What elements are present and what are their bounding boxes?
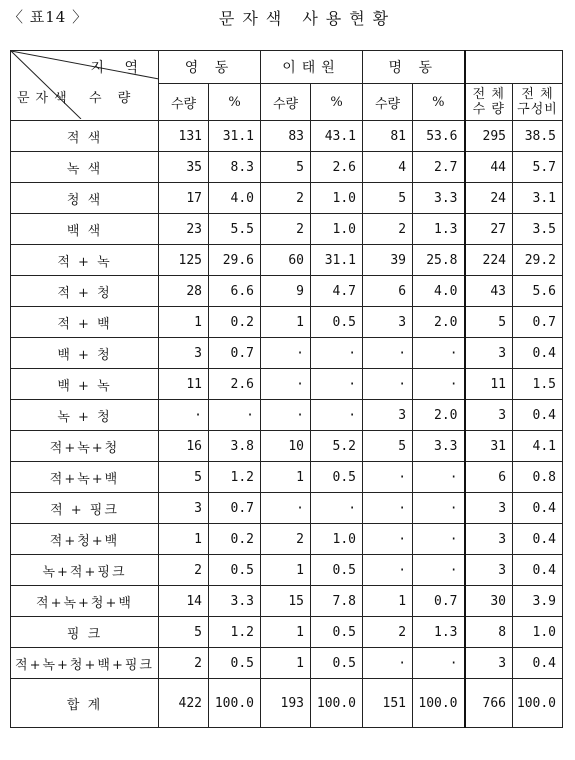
quantity-cell: 9 — [261, 276, 311, 307]
quantity-cell: 193 — [261, 679, 311, 728]
percent-cell: 38.5 — [513, 121, 563, 152]
quantity-cell: 3 — [465, 524, 513, 555]
total-pct-line1: 전 체 — [521, 87, 554, 102]
percent-cell: 4.0 — [413, 276, 465, 307]
percent-cell: 2.7 — [413, 152, 465, 183]
quantity-cell: 44 — [465, 152, 513, 183]
percent-cell: 2.0 — [413, 400, 465, 431]
quantity-cell: 1 — [261, 555, 311, 586]
table-row — [11, 245, 563, 276]
percent-cell: 1.0 — [311, 214, 363, 245]
row-label: 적+녹+청+백+핑크 — [11, 648, 159, 679]
quantity-cell: 3 — [159, 338, 209, 369]
percent-cell: 1.0 — [513, 617, 563, 648]
quantity-cell: 3 — [465, 338, 513, 369]
total-qty-line2: 수 량 — [472, 102, 505, 117]
row-label: 적+녹+백 — [11, 462, 159, 493]
quantity-cell: 2 — [261, 524, 311, 555]
percent-cell: 0.5 — [311, 555, 363, 586]
row-label: 적 색 — [11, 121, 159, 152]
quantity-cell: 131 — [159, 121, 209, 152]
percent-cell: 0.5 — [311, 462, 363, 493]
quantity-cell: 422 — [159, 679, 209, 728]
percent-cell: 0.7 — [209, 493, 261, 524]
percent-cell: 1.3 — [413, 214, 465, 245]
corner-header-cell — [11, 51, 159, 121]
quantity-cell: 5 — [159, 462, 209, 493]
percent-cell: 29.6 — [209, 245, 261, 276]
color-usage-table — [10, 50, 563, 728]
percent-cell: 3.3 — [413, 183, 465, 214]
quantity-cell: 81 — [363, 121, 413, 152]
quantity-cell: 11 — [465, 369, 513, 400]
quantity-cell: 1 — [261, 648, 311, 679]
row-label: 합 계 — [11, 679, 159, 728]
quantity-cell: 2 — [159, 555, 209, 586]
percent-cell: 0.5 — [209, 648, 261, 679]
percent-cell: 0.5 — [311, 648, 363, 679]
quantity-cell: 2 — [363, 214, 413, 245]
quantity-cell: · — [261, 400, 311, 431]
quantity-cell: 31 — [465, 431, 513, 462]
percent-cell: 1.3 — [413, 617, 465, 648]
table-row — [11, 431, 563, 462]
row-label: 백 색 — [11, 214, 159, 245]
table-caption: 〈 표14 〉 — [8, 8, 89, 26]
total-qty-line1: 전 체 — [472, 87, 505, 102]
percent-cell: 0.7 — [209, 338, 261, 369]
percent-cell: 3.8 — [209, 431, 261, 462]
quantity-cell: 224 — [465, 245, 513, 276]
quantity-cell: 43 — [465, 276, 513, 307]
percent-cell: 100.0 — [209, 679, 261, 728]
quantity-cell: 5 — [363, 431, 413, 462]
row-label: 백 + 녹 — [11, 369, 159, 400]
percent-cell: · — [311, 338, 363, 369]
quantity-cell: 3 — [465, 648, 513, 679]
quantity-cell: 23 — [159, 214, 209, 245]
percent-cell: 4.0 — [209, 183, 261, 214]
row-label: 백 + 청 — [11, 338, 159, 369]
quantity-cell: 30 — [465, 586, 513, 617]
percent-cell: 2.6 — [311, 152, 363, 183]
percent-cell: 3.1 — [513, 183, 563, 214]
percent-cell: 5.5 — [209, 214, 261, 245]
subheader-total-pct — [513, 84, 563, 121]
percent-cell: 0.2 — [209, 307, 261, 338]
percent-cell: 1.2 — [209, 617, 261, 648]
percent-cell: 0.4 — [513, 400, 563, 431]
region-header-yeongdong: 영 동 — [159, 51, 261, 84]
table-row — [11, 462, 563, 493]
quantity-cell: 4 — [363, 152, 413, 183]
quantity-cell: 5 — [159, 617, 209, 648]
percent-cell: 43.1 — [311, 121, 363, 152]
percent-cell: 0.4 — [513, 338, 563, 369]
table-title: 문자색 사용현황 — [218, 9, 397, 28]
percent-cell: 3.5 — [513, 214, 563, 245]
subheader-pct: % — [209, 84, 261, 121]
percent-cell: 0.5 — [311, 307, 363, 338]
quantity-cell: 17 — [159, 183, 209, 214]
percent-cell: · — [209, 400, 261, 431]
quantity-cell: 15 — [261, 586, 311, 617]
quantity-cell: 1 — [261, 307, 311, 338]
quantity-cell: 1 — [159, 524, 209, 555]
quantity-cell: 2 — [261, 183, 311, 214]
percent-cell: 5.2 — [311, 431, 363, 462]
quantity-cell: 1 — [261, 617, 311, 648]
percent-cell: · — [311, 400, 363, 431]
percent-cell: · — [413, 338, 465, 369]
quantity-cell: · — [261, 369, 311, 400]
table-row — [11, 369, 563, 400]
table-row — [11, 307, 563, 338]
corner-quantity-label: 수 량 — [89, 91, 137, 106]
quantity-cell: 39 — [363, 245, 413, 276]
quantity-cell: · — [363, 369, 413, 400]
quantity-cell: 8 — [465, 617, 513, 648]
quantity-cell: 11 — [159, 369, 209, 400]
quantity-cell: 6 — [363, 276, 413, 307]
row-label: 녹+적+핑크 — [11, 555, 159, 586]
percent-cell: · — [413, 524, 465, 555]
table-row — [11, 276, 563, 307]
percent-cell: 3.9 — [513, 586, 563, 617]
region-header-itaewon: 이태원 — [261, 51, 363, 84]
quantity-cell: · — [261, 338, 311, 369]
quantity-cell: 3 — [465, 400, 513, 431]
percent-cell: 8.3 — [209, 152, 261, 183]
percent-cell: 100.0 — [311, 679, 363, 728]
corner-region-label: 지 역 — [90, 60, 146, 76]
quantity-cell: 1 — [159, 307, 209, 338]
table-row — [11, 617, 563, 648]
table-row — [11, 183, 563, 214]
percent-cell: 0.4 — [513, 493, 563, 524]
percent-cell: 0.8 — [513, 462, 563, 493]
table-row — [11, 152, 563, 183]
table-body — [11, 121, 563, 728]
subheader-pct: % — [413, 84, 465, 121]
percent-cell: 100.0 — [513, 679, 563, 728]
quantity-cell: · — [363, 524, 413, 555]
quantity-cell: 6 — [465, 462, 513, 493]
row-label: 녹 색 — [11, 152, 159, 183]
quantity-cell: 14 — [159, 586, 209, 617]
total-pct-line2: 구성비 — [517, 102, 558, 117]
quantity-cell: · — [363, 493, 413, 524]
quantity-cell: 3 — [465, 493, 513, 524]
percent-cell: 0.2 — [209, 524, 261, 555]
percent-cell: 3.3 — [413, 431, 465, 462]
percent-cell: · — [413, 555, 465, 586]
percent-cell: · — [413, 493, 465, 524]
quantity-cell: 2 — [159, 648, 209, 679]
percent-cell: 3.3 — [209, 586, 261, 617]
quantity-cell: 125 — [159, 245, 209, 276]
percent-cell: 0.7 — [413, 586, 465, 617]
percent-cell: 1.2 — [209, 462, 261, 493]
region-header-total — [465, 51, 563, 84]
percent-cell: 1.0 — [311, 183, 363, 214]
subheader-qty: 수량 — [261, 84, 311, 121]
subheader-pct: % — [311, 84, 363, 121]
quantity-cell: 5 — [363, 183, 413, 214]
quantity-cell: 295 — [465, 121, 513, 152]
percent-cell: 31.1 — [209, 121, 261, 152]
quantity-cell: 3 — [465, 555, 513, 586]
quantity-cell: 83 — [261, 121, 311, 152]
quantity-cell: 10 — [261, 431, 311, 462]
percent-cell: 100.0 — [413, 679, 465, 728]
quantity-cell: 5 — [465, 307, 513, 338]
table-row — [11, 648, 563, 679]
table-row — [11, 524, 563, 555]
table-row — [11, 400, 563, 431]
row-label: 적+녹+청+백 — [11, 586, 159, 617]
region-header-myeongdong: 명 동 — [363, 51, 465, 84]
row-label: 적+청+백 — [11, 524, 159, 555]
quantity-cell: · — [363, 462, 413, 493]
percent-cell: · — [311, 493, 363, 524]
percent-cell: 0.5 — [311, 617, 363, 648]
total-row — [11, 679, 563, 728]
percent-cell: 7.8 — [311, 586, 363, 617]
table-row — [11, 586, 563, 617]
quantity-cell: · — [363, 648, 413, 679]
row-label: 청 색 — [11, 183, 159, 214]
percent-cell: · — [311, 369, 363, 400]
percent-cell: 0.5 — [209, 555, 261, 586]
percent-cell: · — [413, 648, 465, 679]
row-label: 핑 크 — [11, 617, 159, 648]
percent-cell: 2.6 — [209, 369, 261, 400]
row-label: 적 + 백 — [11, 307, 159, 338]
percent-cell: 6.6 — [209, 276, 261, 307]
quantity-cell: · — [261, 493, 311, 524]
percent-cell: 0.4 — [513, 648, 563, 679]
percent-cell: 29.2 — [513, 245, 563, 276]
percent-cell: 31.1 — [311, 245, 363, 276]
subheader-total-qty — [465, 84, 513, 121]
percent-cell: 5.7 — [513, 152, 563, 183]
quantity-cell: 5 — [261, 152, 311, 183]
quantity-cell: 60 — [261, 245, 311, 276]
table-row — [11, 214, 563, 245]
table-row — [11, 493, 563, 524]
table-row — [11, 338, 563, 369]
quantity-cell: 766 — [465, 679, 513, 728]
percent-cell: 4.1 — [513, 431, 563, 462]
percent-cell: · — [413, 462, 465, 493]
percent-cell: 0.4 — [513, 555, 563, 586]
subheader-qty: 수량 — [159, 84, 209, 121]
percent-cell: 0.4 — [513, 524, 563, 555]
row-label: 녹 + 청 — [11, 400, 159, 431]
percent-cell: 4.7 — [311, 276, 363, 307]
percent-cell: 2.0 — [413, 307, 465, 338]
corner-color-label: 문자색 — [17, 91, 73, 106]
quantity-cell: 151 — [363, 679, 413, 728]
percent-cell: 5.6 — [513, 276, 563, 307]
percent-cell: 53.6 — [413, 121, 465, 152]
quantity-cell: · — [363, 555, 413, 586]
row-label: 적 + 녹 — [11, 245, 159, 276]
quantity-cell: 35 — [159, 152, 209, 183]
quantity-cell: 3 — [159, 493, 209, 524]
table-row — [11, 121, 563, 152]
quantity-cell: 16 — [159, 431, 209, 462]
quantity-cell: 27 — [465, 214, 513, 245]
percent-cell: 25.8 — [413, 245, 465, 276]
table-row — [11, 555, 563, 586]
quantity-cell: 24 — [465, 183, 513, 214]
percent-cell: 1.0 — [311, 524, 363, 555]
quantity-cell: 3 — [363, 307, 413, 338]
row-label: 적+녹+청 — [11, 431, 159, 462]
quantity-cell: 1 — [363, 586, 413, 617]
quantity-cell: 28 — [159, 276, 209, 307]
quantity-cell: · — [159, 400, 209, 431]
subheader-qty: 수량 — [363, 84, 413, 121]
row-label: 적 + 청 — [11, 276, 159, 307]
percent-cell: 1.5 — [513, 369, 563, 400]
quantity-cell: 2 — [261, 214, 311, 245]
quantity-cell: · — [363, 338, 413, 369]
percent-cell: · — [413, 369, 465, 400]
quantity-cell: 3 — [363, 400, 413, 431]
quantity-cell: 1 — [261, 462, 311, 493]
percent-cell: 0.7 — [513, 307, 563, 338]
row-label: 적 + 핑크 — [11, 493, 159, 524]
quantity-cell: 2 — [363, 617, 413, 648]
